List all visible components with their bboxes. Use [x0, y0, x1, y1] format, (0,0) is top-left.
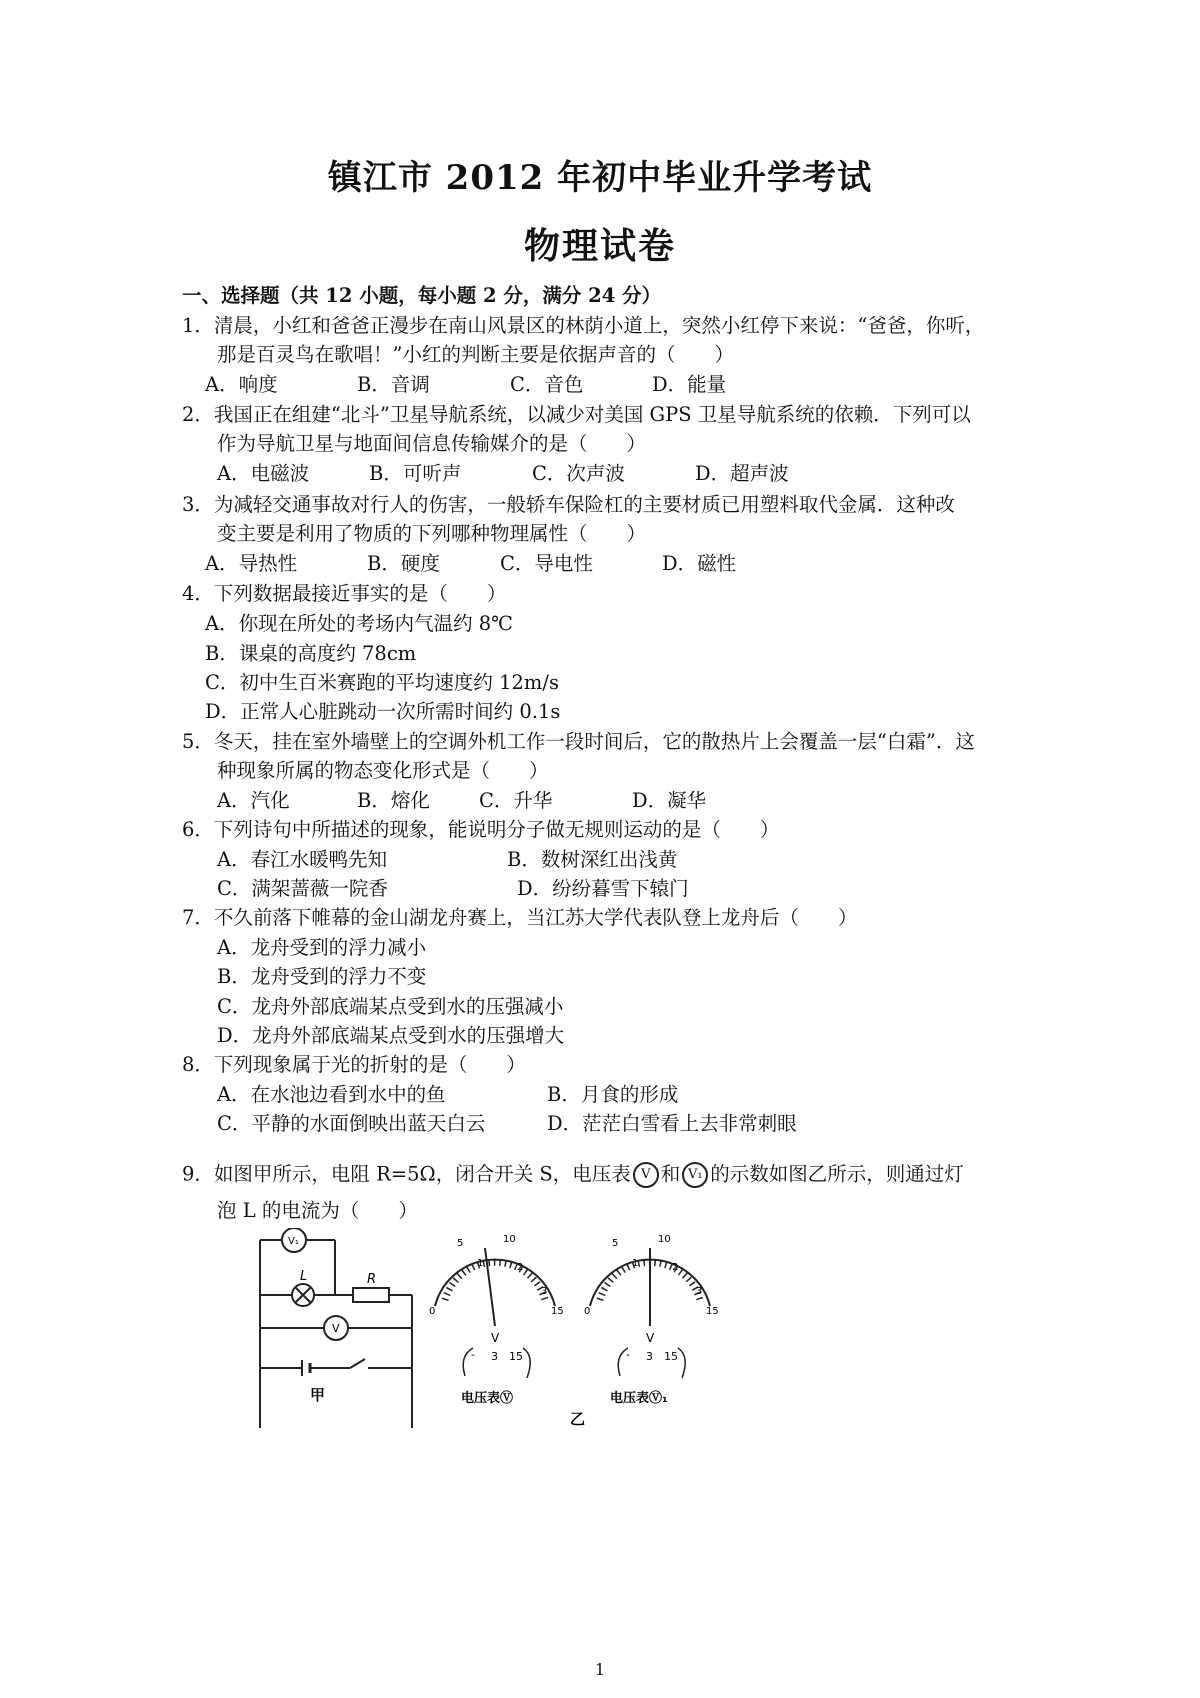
meter-arc — [435, 1260, 555, 1306]
option-b: B．月食的形成 — [547, 1083, 679, 1106]
resistor-r — [353, 1288, 389, 1302]
tick-label: 10 — [503, 1234, 516, 1245]
v1-label: V₁ — [288, 1236, 299, 1247]
option-a: A．龙舟受到的浮力减小 — [217, 936, 427, 959]
terminal-label: 3 — [491, 1350, 498, 1363]
terminal-wire — [678, 1348, 685, 1378]
yi-label: 乙 — [570, 1410, 586, 1428]
option-b: B．课桌的高度约 78cm — [205, 642, 417, 665]
voltmeter-v1-symbol: V₁ — [682, 1162, 708, 1188]
option-a: A．电磁波 — [217, 462, 310, 485]
option-d: D．能量 — [652, 373, 727, 396]
tick-label: 3 — [541, 1286, 548, 1297]
tick-label: 5 — [612, 1238, 619, 1249]
option-a: A．在水池边看到水中的鱼 — [217, 1083, 446, 1106]
option-c: C．升华 — [479, 789, 553, 812]
page-number: 1 — [594, 1660, 606, 1679]
exam-subtitle: 物理试卷 — [523, 226, 676, 267]
tick-label: 1 — [632, 1258, 639, 1269]
tick-label: 1 — [477, 1258, 484, 1269]
option-b: B．数树深红出浅黄 — [507, 848, 678, 871]
resistor-label: R — [367, 1272, 377, 1287]
option-a: A．响度 — [205, 373, 278, 396]
tick-label: 15 — [706, 1306, 719, 1317]
option-d: D．正常人心脏跳动一次所需时间约 0.1s — [205, 700, 561, 723]
tick-label: 0 — [584, 1306, 591, 1317]
terminal-label: 15 — [509, 1350, 523, 1363]
option-d: D．超声波 — [695, 462, 789, 485]
q9-figure — [240, 1228, 760, 1428]
voltmeter-left — [429, 1234, 564, 1406]
option-d: D．凝华 — [632, 789, 707, 812]
question-9-stem-line1 — [182, 1162, 964, 1188]
option-b: B．龙舟受到的浮力不变 — [217, 965, 427, 988]
question-9-stem-line2: 泡 L 的电流为（ ） — [217, 1199, 418, 1222]
meter-caption: 电压表Ⓥ₁ — [610, 1391, 668, 1406]
exam-title: 镇江市 2012 年初中毕业升学考试 — [327, 158, 873, 198]
voltmeter-right — [584, 1234, 719, 1406]
question-7-stem: 7．不久前落下帷幕的金山湖龙舟赛上，当江苏大学代表队登上龙舟后（ ） — [182, 906, 858, 929]
question-3-stem-line2: 变主要是利用了物质的下列哪种物理属性（ ） — [217, 522, 647, 545]
q9-text-b: 的示数如图乙所示，则通过灯 — [710, 1162, 964, 1186]
option-a: A．你现在所处的考场内气温约 8℃ — [205, 612, 514, 635]
meter-unit: V — [646, 1331, 655, 1345]
terminal-label: 3 — [646, 1350, 653, 1363]
option-b: B．音调 — [357, 373, 430, 396]
switch-s — [350, 1359, 365, 1368]
tick-label: 3 — [696, 1286, 703, 1297]
v-label: V — [332, 1322, 340, 1335]
question-5-stem-line1: 5．冬天，挂在室外墙壁上的空调外机工作一段时间后，它的散热片上会覆盖一层“白霜”．这 — [182, 730, 975, 753]
question-6-stem: 6．下列诗句中所描述的现象，能说明分子做无规则运动的是（ ） — [182, 818, 780, 841]
question-1-stem-line2: 那是百灵鸟在歌唱！”小红的判断主要是依据声音的（ ） — [217, 343, 734, 366]
lamp-label: L — [300, 1269, 308, 1284]
tick-label: 10 — [658, 1234, 671, 1245]
section-heading: 一、选择题（共 12 小题，每小题 2 分，满分 24 分） — [182, 284, 662, 307]
tick-label: 2 — [672, 1262, 679, 1273]
option-a: A．导热性 — [205, 552, 298, 575]
option-a: A．春江水暖鸭先知 — [217, 848, 388, 871]
option-c: C．初中生百米赛跑的平均速度约 12m/s — [205, 671, 559, 694]
tick-label: 2 — [517, 1262, 524, 1273]
question-4-stem: 4．下列数据最接近事实的是（ ） — [182, 582, 507, 605]
terminal-wire — [523, 1348, 530, 1378]
tick-label: 5 — [457, 1238, 464, 1249]
option-c: C．次声波 — [532, 462, 625, 485]
terminal-label: - — [626, 1348, 630, 1361]
option-c: C．导电性 — [500, 552, 593, 575]
question-5-stem-line2: 种现象所属的物态变化形式是（ ） — [217, 759, 549, 782]
q9-join: 和 — [660, 1162, 681, 1186]
option-b: B．可听声 — [369, 462, 462, 485]
option-c: C．满架蔷薇一院香 — [217, 877, 388, 900]
option-d: D．茫茫白雪看上去非常刺眼 — [547, 1112, 797, 1135]
option-d: D．纷纷暮雪下辕门 — [517, 877, 689, 900]
voltmeter-v-symbol: V — [633, 1162, 659, 1188]
question-2-stem-line1: 2．我国正在组建“北斗”卫星导航系统，以减少对美国 GPS 卫星导航系统的依赖．下列可以 — [182, 403, 971, 426]
jia-label: 甲 — [310, 1386, 326, 1404]
terminal-label: - — [471, 1348, 475, 1361]
option-d: D．龙舟外部底端某点受到水的压强增大 — [217, 1024, 565, 1047]
tick-label: 15 — [551, 1306, 564, 1317]
meter-caption: 电压表Ⓥ — [461, 1391, 514, 1406]
option-d: D．磁性 — [662, 552, 737, 575]
meter-scale — [445, 1262, 548, 1300]
question-1-stem-line1: 1．清晨，小红和爸爸正漫步在南山风景区的林荫小道上，突然小红停下来说：“爸爸，你听， — [182, 314, 985, 337]
option-c: C．音色 — [510, 373, 584, 396]
question-2-stem-line2: 作为导航卫星与地面间信息传输媒介的是（ ） — [217, 432, 647, 455]
option-c: C．龙舟外部底端某点受到水的压强减小 — [217, 995, 564, 1018]
question-3-stem-line1: 3．为减轻交通事故对行人的伤害，一般轿车保险杠的主要材质已用塑料取代金属．这种改 — [182, 493, 955, 516]
tick-label: 0 — [429, 1306, 436, 1317]
option-b: B．熔化 — [357, 789, 430, 812]
option-c: C．平静的水面倒映出蓝天白云 — [217, 1112, 486, 1135]
option-a: A．汽化 — [217, 789, 290, 812]
terminal-label: 15 — [664, 1350, 678, 1363]
meter-unit: V — [491, 1331, 500, 1345]
question-8-stem: 8．下列现象属于光的折射的是（ ） — [182, 1053, 526, 1076]
q9-text-a: 9．如图甲所示，电阻 R=5Ω，闭合开关 S，电压表 — [182, 1162, 631, 1186]
option-b: B．硬度 — [367, 552, 440, 575]
